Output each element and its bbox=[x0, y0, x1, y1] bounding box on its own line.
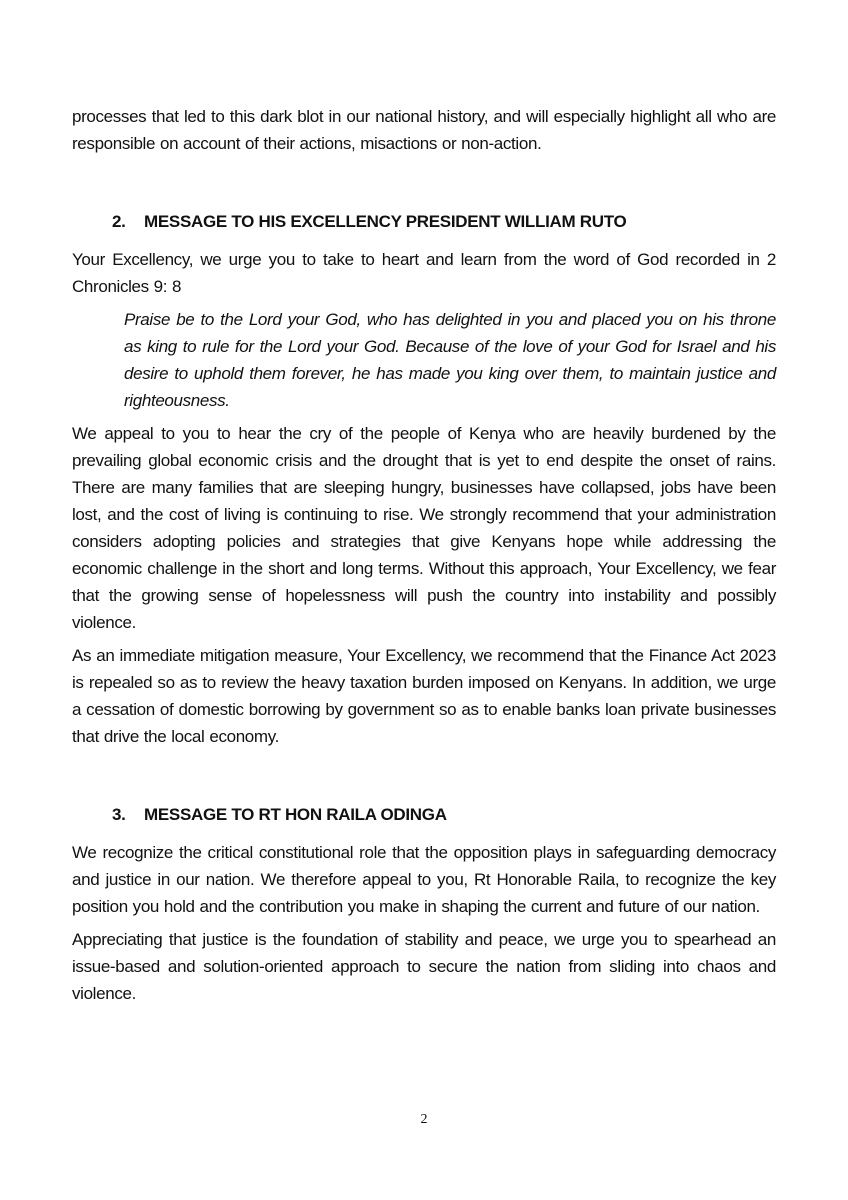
document-page bbox=[72, 103, 776, 1007]
intro-paragraph: processes that led to this dark blot in our national history, and will especially highlight all who are responsible on account of their actions, misactions or non-action. bbox=[72, 107, 776, 153]
section-2-paragraph-2: As an immediate mitigation measure, Your Excellency, we recommend that the Finance Act 2023 is repealed so as to review the heavy taxation burden imposed on Kenyans. In addition, we urge a cessation of domestic borrowing by government so as to enable banks loan private businesses that drive the local economy. bbox=[72, 646, 776, 746]
section-2-number: 2. bbox=[112, 212, 126, 231]
section-2-heading bbox=[72, 208, 776, 235]
scripture-quote: Praise be to the Lord your God, who has delighted in you and placed you on his throne as king to rule for the Lord your God. Because of the love of your God for Israel and his desire to uphold them forever, he has made you king over them, to maintain justice and righteousness. bbox=[124, 310, 776, 410]
section-2-title: MESSAGE TO HIS EXCELLENCY PRESIDENT WILLIAM RUTO bbox=[144, 212, 627, 231]
section-3-number: 3. bbox=[112, 805, 126, 824]
section-2-lead-paragraph: Your Excellency, we urge you to take to heart and learn from the word of God recorded in 2 Chronicles 9: 8 bbox=[72, 250, 776, 296]
section-3-title: MESSAGE TO RT HON RAILA ODINGA bbox=[144, 805, 447, 824]
page-number: 2 bbox=[420, 1112, 428, 1127]
section-2-paragraph-1: We appeal to you to hear the cry of the people of Kenya who are heavily burdened by the prevailing global economic crisis and the drought that is yet to end despite the onset of rains. There are many families that are sleeping hungry, businesses have collapsed, jobs have been lost, and the cost of living is continuing to rise. We strongly recommend that your administration considers adopting policies and strategies that give Kenyans hope while addressing the economic challenge in the short and long terms. Without this approach, Your Excellency, we fear that the growing sense of hopelessness will push the country into instability and possibly violence. bbox=[72, 424, 776, 632]
section-3-paragraph-1: We recognize the critical constitutional role that the opposition plays in safeguarding democracy and justice in our nation. We therefore appeal to you, Rt Honorable Raila, to recognize the key position you hold and the contribution you make in shaping the current and future of our nation. bbox=[72, 843, 776, 916]
section-3-paragraph-2: Appreciating that justice is the foundation of stability and peace, we urge you to spearhead an issue-based and solution-oriented approach to secure the nation from sliding into chaos and violence. bbox=[72, 930, 776, 1003]
section-3-heading bbox=[72, 801, 776, 828]
